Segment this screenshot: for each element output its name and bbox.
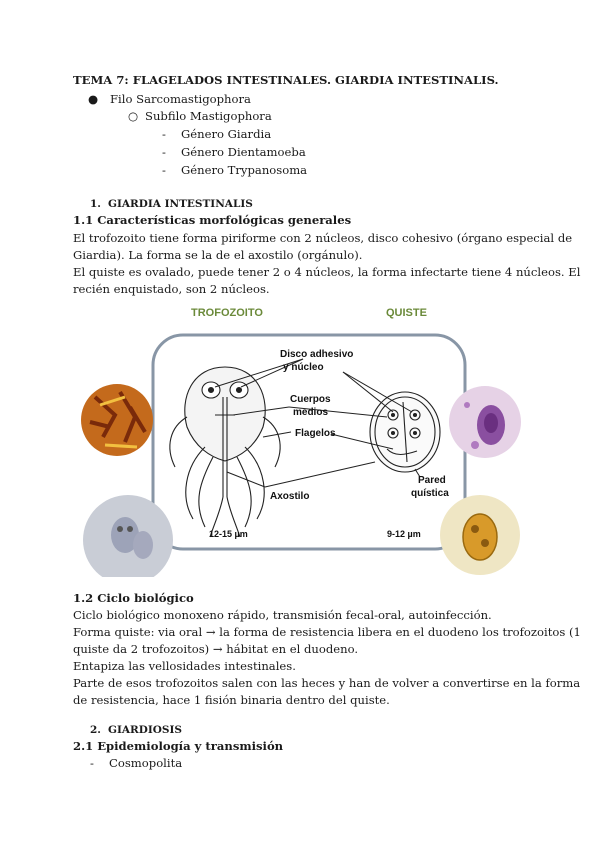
bullet-dot-icon: ● bbox=[88, 92, 99, 106]
giardia-figure bbox=[75, 297, 525, 577]
micrograph-trophozoite-stained bbox=[81, 384, 153, 456]
paragraph-line: Entapiza las vellosidades intestinales. bbox=[73, 659, 296, 673]
label-disco: Disco adhesivo bbox=[280, 349, 354, 360]
paragraph-line: Parte de esos trofozoitos salen con las heces y han de volver a convertirse en la forma bbox=[73, 676, 581, 690]
paragraph-line: Forma quiste: via oral → la forma de resistencia libera en el duodeno los trofozoitos (1 bbox=[73, 625, 581, 639]
cyst-drawing bbox=[370, 392, 440, 472]
scale-right: 9-12 µm bbox=[387, 529, 421, 539]
label-cuerpos: Cuerpos bbox=[290, 394, 331, 405]
genus-item: Género Giardia bbox=[181, 127, 272, 141]
list-item: Cosmopolita bbox=[109, 756, 183, 770]
dash-icon: - bbox=[162, 163, 166, 177]
section2-heading: GIARDIOSIS bbox=[108, 724, 182, 736]
section1-heading: GIARDIA INTESTINALIS bbox=[108, 198, 253, 210]
paragraph-line: Ciclo biológico monoxeno rápido, transmisión fecal-oral, autoinfección. bbox=[73, 608, 492, 622]
label-flagelos: Flagelos bbox=[295, 428, 336, 439]
micrograph-cyst-yellow bbox=[440, 495, 520, 575]
dash-icon: - bbox=[162, 145, 166, 159]
subsection-heading: 1.2 Ciclo biológico bbox=[73, 591, 194, 605]
label-medios: medios bbox=[293, 407, 329, 418]
quiste-label: QUISTE bbox=[386, 307, 427, 319]
trofozoito-label: TROFOZOITO bbox=[191, 307, 263, 319]
micrograph-cyst-purple bbox=[449, 386, 521, 458]
label-pared: Pared bbox=[418, 475, 446, 486]
section2-number: 2. bbox=[90, 724, 101, 736]
section1-number: 1. bbox=[90, 198, 101, 210]
scale-left: 12-15 µm bbox=[209, 529, 248, 539]
page-title: TEMA 7: FLAGELADOS INTESTINALES. GIARDIA INTESTINALIS. bbox=[73, 73, 499, 87]
label-quistica: quística bbox=[411, 488, 449, 499]
dash-icon: - bbox=[162, 127, 166, 141]
outline-level1: Filo Sarcomastigophora bbox=[110, 92, 251, 106]
paragraph-line: recién enquistado, son 2 núcleos. bbox=[73, 282, 270, 296]
paragraph-line: El quiste es ovalado, puede tener 2 o 4 núcleos, la forma infectarte tiene 4 núcleos. El bbox=[73, 265, 581, 279]
bullet-circle-icon: ○ bbox=[128, 109, 139, 123]
label-nucleo: y núcleo bbox=[283, 362, 324, 373]
paragraph-line: quiste da 2 trofozoitos) → hábitat en el duodeno. bbox=[73, 642, 359, 656]
label-axostilo: Axostilo bbox=[270, 491, 310, 502]
outline-level2: Subfilo Mastigophora bbox=[145, 109, 272, 123]
paragraph-line: El trofozoito tiene forma piriforme con 2 núcleos, disco cohesivo (órgano especial de bbox=[73, 231, 573, 245]
subsection-heading: 1.1 Características morfológicas generales bbox=[73, 213, 352, 227]
paragraph-line: Giardia). La forma se la de el axostilo (orgánulo). bbox=[73, 248, 363, 262]
genus-item: Género Trypanosoma bbox=[181, 163, 308, 177]
genus-item: Género Dientamoeba bbox=[181, 145, 306, 159]
dash-icon: - bbox=[90, 756, 94, 770]
paragraph-line: de resistencia, hace 1 fisión binaria dentro del quiste. bbox=[73, 693, 390, 707]
subsection-heading: 2.1 Epidemiología y transmisión bbox=[73, 739, 284, 753]
